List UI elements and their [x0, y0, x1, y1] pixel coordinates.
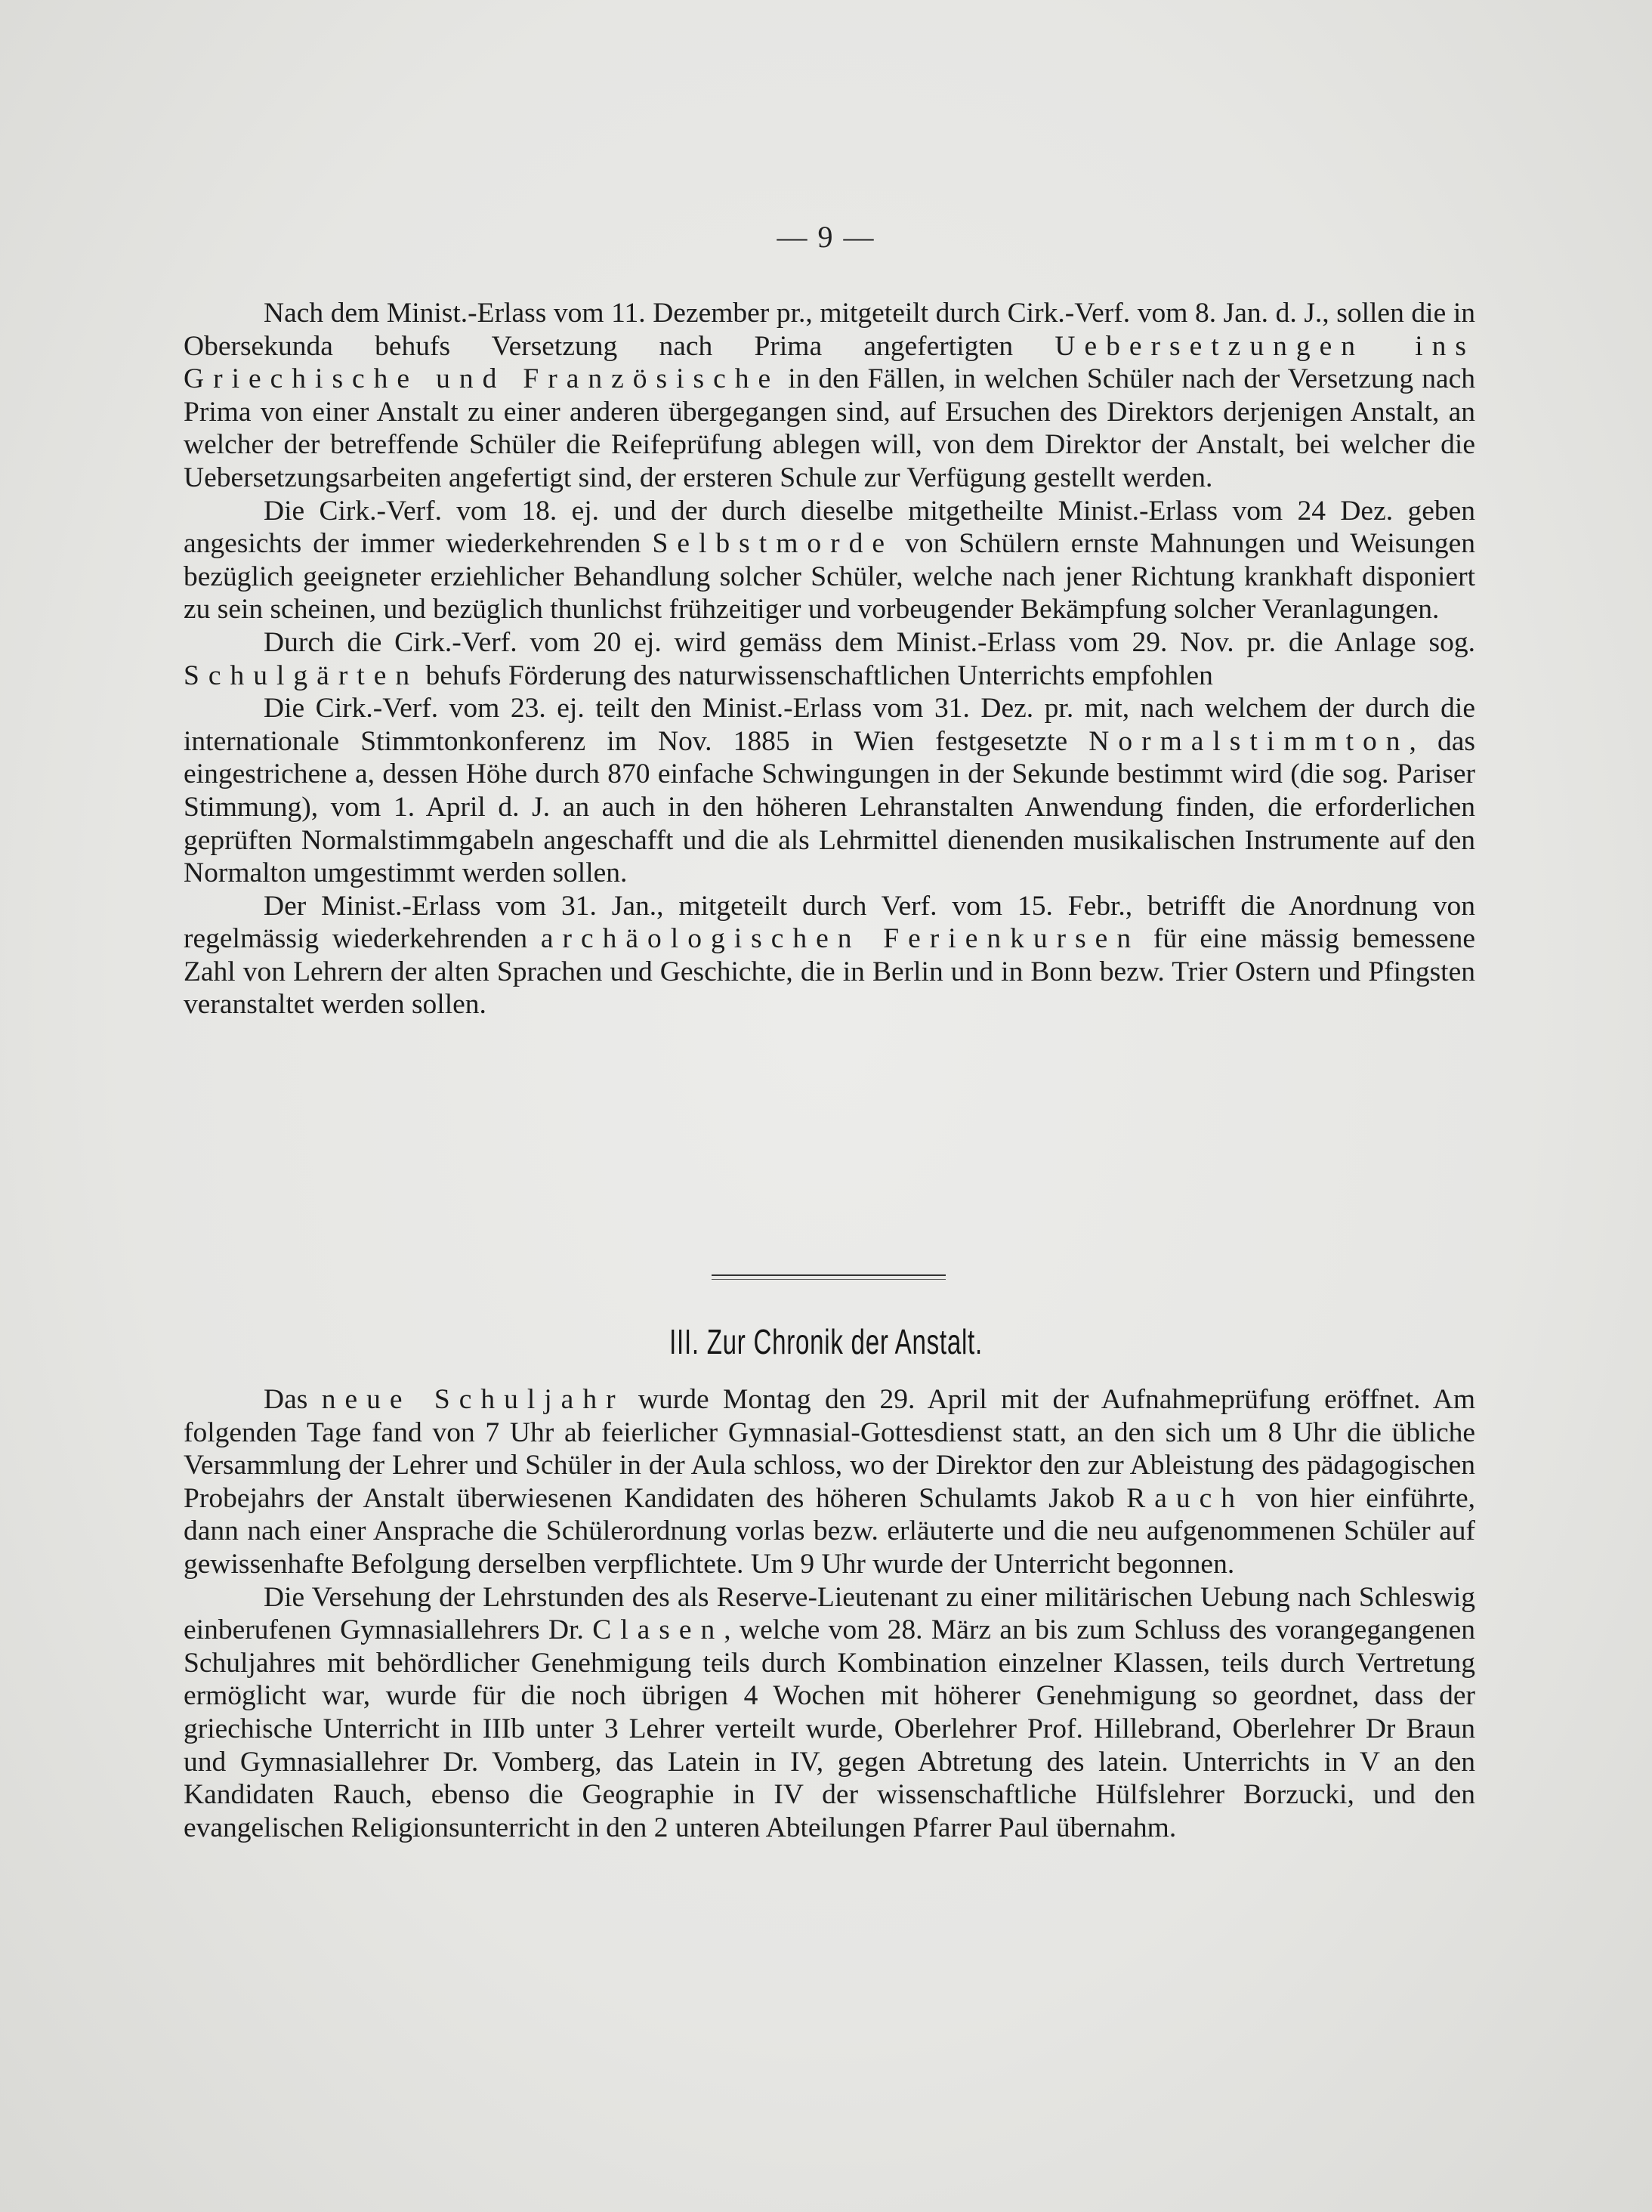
paragraph-new-school-year	[184, 1383, 1475, 1581]
spaced-emphasis: archäologischen Ferienkursen	[540, 923, 1141, 955]
text-run: Nach dem Minist.-Erlass vom 11. Dezember pr., mitgeteilt durch Cirk.-Verf. vom 8. Jan. d. J., sollen die in Obersekunda behufs Versetzung nach Prima angefertigten	[184, 298, 1475, 362]
paragraph-suicide-decree	[184, 495, 1475, 626]
paragraph-lesson-coverage	[184, 1581, 1475, 1845]
text-run: behufs Förderung des naturwissenschaftlichen Unterrichts empfohlen	[418, 660, 1213, 691]
spaced-emphasis: Rauch	[1126, 1482, 1244, 1514]
decrees-section	[184, 297, 1475, 1021]
text-run: von Schülern ernste Mahnungen und Weisungen bezüglich geeigneter erziehlicher Behandlung solcher Schüler, welche nach jener Richtung krankhaft disponiert zu sein scheinen, und bezüglich thunlichst frühzeitiger und vorbeugender Bekämpfung solcher Veranlagungen.	[184, 528, 1475, 626]
paragraph-translations-decree	[184, 297, 1475, 495]
chronicle-section	[184, 1383, 1475, 1844]
section-divider	[712, 1274, 946, 1276]
text-run: Durch die Cirk.-Verf. vom 20 ej. wird gemäss dem Minist.-Erlass vom 29. Nov. pr. die Anlage sog.	[264, 626, 1475, 658]
text-run: in den Fällen, in welchen Schüler nach der Versetzung nach Prima von einer Anstalt zu einer anderen übergegangen sind, auf Ersuchen des Direktors derjenigen Anstalt, an welcher der betreffende Schüler die Reifeprüfung ablegen will, von dem Direktor der Anstalt, bei welcher die Uebersetzungsarbeiten angefertigt sind, der ersteren Schule zur Verfügung gestellt werden.	[184, 363, 1476, 493]
spaced-emphasis: Schulgärten	[184, 660, 419, 691]
text-run: Der Minist.-Erlass vom 31. Jan., mitgeteilt durch Verf. vom 15. Febr., betrifft die Anordnung von regelmässig wiederkehrenden	[184, 890, 1475, 955]
spaced-emphasis: Uebersetzungen ins Griechische und Französische	[184, 330, 1475, 395]
paragraph-pitch-decree	[184, 692, 1475, 890]
text-run: , welche vom 28. März an bis zum Schluss des vorangegangenen Schuljahres mit behördlicher Genehmigung teils durch Kombination einzelner Klassen, teils durch Vertretung ermöglicht war, wurde für die noch übrigen 4 Wochen mit höherer Genehmigung so geordnet, dass der griechische Unterricht in IIIb unter 3 Lehrer verteilt wurde, Oberlehrer Prof. Hillebrand, Oberlehrer Dr Braun und Gymnasiallehrer Dr. Vomberg, das Latein in IV, gegen Abtretung des latein. Unterrichts in V an den Kandidaten Rauch, ebenso die Geographie in IV der wissenschaftliche Hülfslehrer Borzucki, und den evangelischen Religionsunterricht in den 2 unteren Abteilungen Pfarrer Paul übernahm.	[184, 1614, 1476, 1843]
text-run: Die Cirk.-Verf. vom 23. ej. teilt den Minist.-Erlass vom 31. Dez. pr. mit, nach welchem der durch die internationale Stimmtonkonferenz im Nov. 1885 in Wien festgesetzte	[184, 693, 1475, 757]
spaced-emphasis: Selbstmorde	[652, 528, 894, 560]
text-run: Die Versehung der Lehrstunden des als Reserve-Lieutenant zu einer militärischen Uebung nach Schleswig einberufenen Gymnasiallehrers Dr.	[184, 1581, 1475, 1646]
text-run: , das eingestrichene a, dessen Höhe durch 870 einfache Schwingungen in der Sekunde bestimmt wird (die sog. Pariser Stimmung), vom 1. April d. J. an auch in den höheren Lehranstalten Anwendung finden, die erforderlichen geprüften Normalstimmgabeln angeschafft und die als Lehrmittel dienenden musikalischen Instrumente auf den Normalton umgestimmt werden sollen.	[184, 725, 1475, 889]
text-run: Das	[264, 1384, 322, 1415]
text-run: für eine mässig bemessene Zahl von Lehrern der alten Sprachen und Geschichte, die in Berlin und in Bonn bezw. Trier Ostern und Pfingsten veranstaltet werden sollen.	[184, 923, 1475, 1021]
text-run: von hier einführte, dann nach einer Ansprache die Schülerordnung vorlas bezw. erläuterte und die neu aufgenommenen Schüler auf gewissenhafte Befolgung derselben verpflichtete. Um 9 Uhr wurde der Unterricht begonnen.	[184, 1482, 1475, 1580]
spaced-emphasis: Clasen	[592, 1614, 724, 1646]
spaced-emphasis: neue Schuljahr	[321, 1384, 625, 1415]
page-number: — 9 —	[777, 220, 875, 254]
section-heading: III. Zur Chronik der Anstalt.	[669, 1322, 983, 1361]
paragraph-archaeology-courses-decree	[184, 890, 1475, 1021]
spaced-emphasis: Normalstimmton	[1088, 725, 1410, 757]
text-run: Die Cirk.-Verf. vom 18. ej. und der durch dieselbe mitgetheilte Minist.-Erlass vom 24 Dez. geben angesichts der immer wiederkehrenden	[184, 495, 1475, 560]
text-run: wurde Montag den 29. April mit der Aufnahmeprüfung eröffnet. Am folgenden Tage fand von 7 Uhr ab feierlicher Gymnasial-Gottesdienst statt, an den sich um 8 Uhr die übliche Versammlung der Lehrer und Schüler in der Aula schloss, wo der Direktor den zur Ableistung des pädagogischen Probejahrs der Anstalt überwiesenen Kandidaten des höheren Schulamts Jakob	[184, 1384, 1475, 1514]
paragraph-school-gardens-decree	[184, 626, 1475, 692]
